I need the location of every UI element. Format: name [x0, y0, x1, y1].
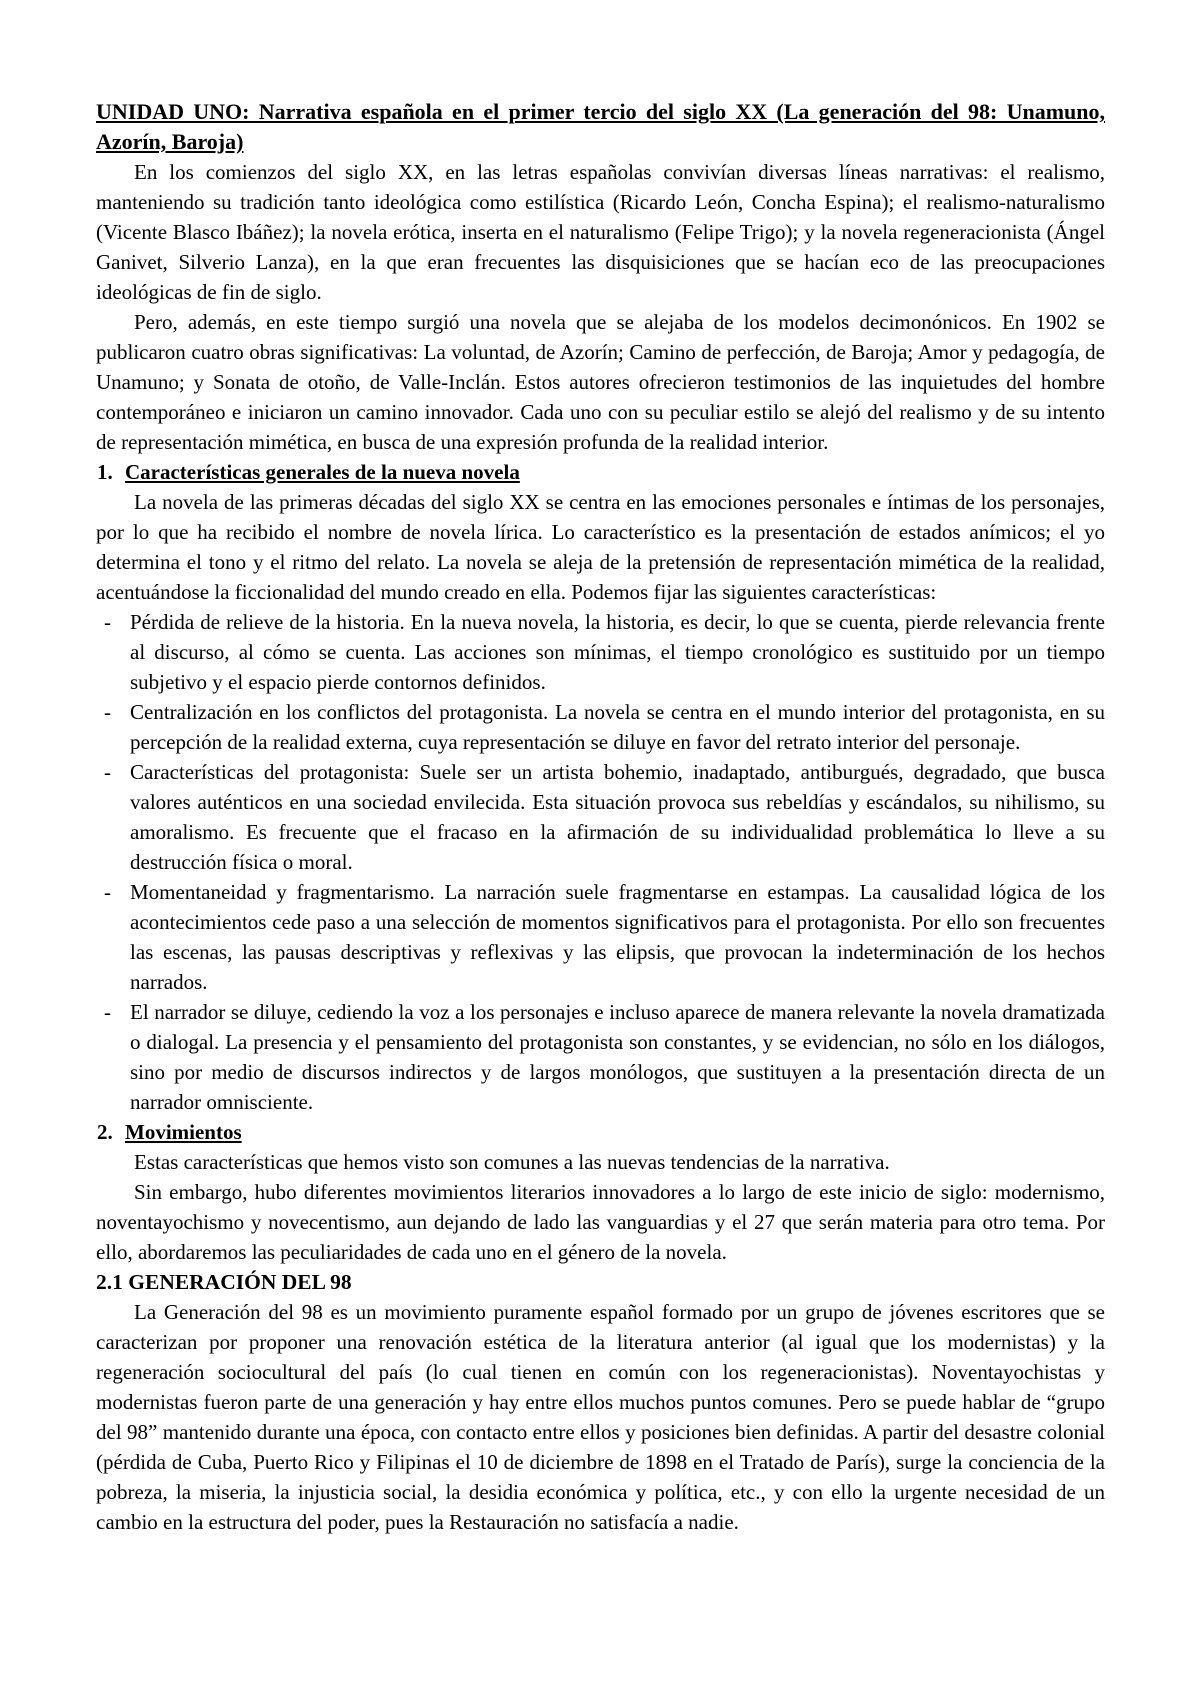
heading-text: Características generales de la nueva novela — [125, 460, 520, 484]
document-title: UNIDAD UNO: Narrativa española en el primer tercio del siglo XX (La generación del 98: Unamuno, Azorín, Baroja) — [96, 99, 1105, 154]
heading-text: Movimientos — [125, 1120, 242, 1144]
paragraph: La Generación del 98 es un movimiento puramente español formado por un grupo de jóvenes escritores que se caracterizan por proponer una renovación estética de la literatura anterior (al igual que los modernistas) y la regeneración sociocultural del país (lo cual tienen en común con los regeneracionistas). Noventayochistas y modernistas fueron parte de una generación y hay entre ellos muchos puntos comunes. Pero se puede hablar de “grupo del 98” mantenido durante una época, con contacto entre ellos y posiciones bien definidas. A partir del desastre colonial (pérdida de Cuba, Puerto Rico y Filipinas el 10 de diciembre de 1898 en el Tratado de París), surge la conciencia de la pobreza, la miseria, la injusticia social, la desidia económica y política, etc., y con ello la urgente necesidad de un cambio en la estructura del poder, pues la Restauración no satisfacía a nadie. — [96, 1300, 1105, 1534]
bullet-marker: - — [104, 610, 111, 634]
bullet-item — [96, 757, 1105, 877]
paragraph: Estas características que hemos visto son comunes a las nuevas tendencias de la narrativa. — [134, 1150, 890, 1174]
bullet-marker: - — [104, 1000, 111, 1024]
bullet-marker: - — [104, 760, 111, 784]
bullet-text: Pérdida de relieve de la historia. En la nueva novela, la historia, es decir, lo que se cuenta, pierde relevancia frente al discurso, al cómo se cuenta. Las acciones son mínimas, el tiempo cronológico es sustituido por un tiempo subjetivo y el espacio pierde contornos definidos. — [130, 610, 1105, 694]
section-subheading: 2.1 GENERACIÓN DEL 98 — [96, 1270, 352, 1294]
bullet-marker: - — [104, 880, 111, 904]
bullet-item — [96, 877, 1105, 997]
paragraph: En los comienzos del siglo XX, en las letras españolas convivían diversas líneas narrativas: el realismo, manteniendo su tradición tanto ideológica como estilística (Ricardo León, Concha Espina); el realismo-naturalismo (Vicente Blasco Ibáñez); la novela erótica, inserta en el naturalismo (Felipe Trigo); y la novela regeneracionista (Ángel Ganivet, Silverio Lanza), en la que eran frecuentes las disquisiciones que se hacían eco de las preocupaciones ideológicas de fin de siglo. — [96, 160, 1105, 304]
bullet-item — [96, 997, 1105, 1117]
numbered-heading — [96, 457, 1105, 487]
bullet-item — [96, 697, 1105, 757]
bullet-text: Centralización en los conflictos del protagonista. La novela se centra en el mundo interior del protagonista, en su percepción de la realidad externa, cuya representación se diluye en favor del retrato interior del personaje. — [130, 700, 1105, 754]
paragraph: Sin embargo, hubo diferentes movimientos literarios innovadores a lo largo de este inicio de siglo: modernismo, noventayochismo y novecentismo, aun dejando de lado las vanguardias y el 27 que serán materia para otro tema. Por ello, abordaremos las peculiaridades de cada uno en el género de la novela. — [96, 1180, 1105, 1264]
heading-number: 1. — [97, 460, 113, 484]
document-body — [96, 157, 1105, 1537]
numbered-heading — [96, 1117, 1105, 1147]
bullet-text: Características del protagonista: Suele ser un artista bohemio, inadaptado, antiburgués, degradado, que busca valores auténticos en una sociedad envilecida. Esta situación provoca sus rebeldías y escándalos, su nihilismo, su amoralismo. Es frecuente que el fracaso en la afirmación de su individualidad problemática lo lleve a su destrucción física o moral. — [130, 760, 1105, 874]
paragraph: Pero, además, en este tiempo surgió una novela que se alejaba de los modelos decimonónicos. En 1902 se publicaron cuatro obras significativas: La voluntad, de Azorín; Camino de perfección, de Baroja; Amor y pedagogía, de Unamuno; y Sonata de otoño, de Valle-Inclán. Estos autores ofrecieron testimonios de las inquietudes del hombre contemporáneo e iniciaron un camino innovador. Cada uno con su peculiar estilo se alejó del realismo y de su intento de representación mimética, en busca de una expresión profunda de la realidad interior. — [96, 310, 1105, 454]
heading-number: 2. — [97, 1120, 113, 1144]
bullet-text: El narrador se diluye, cediendo la voz a los personajes e incluso aparece de manera relevante la novela dramatizada o dialogal. La presencia y el pensamiento del protagonista son constantes, y se evidencian, no sólo en los diálogos, sino por medio de discursos indirectos y de largos monólogos, que sustituyen a la presentación directa de un narrador omnisciente. — [130, 1000, 1105, 1114]
bullet-marker: - — [104, 700, 111, 724]
bullet-item — [96, 607, 1105, 697]
bullet-text: Momentaneidad y fragmentarismo. La narración suele fragmentarse en estampas. La causalidad lógica de los acontecimientos cede paso a una selección de momentos significativos para el protagonista. Por ello son frecuentes las escenas, las pausas descriptivas y reflexivas y las elipsis, que provocan la indeterminación de los hechos narrados. — [130, 880, 1105, 994]
paragraph: La novela de las primeras décadas del siglo XX se centra en las emociones personales e íntimas de los personajes, por lo que ha recibido el nombre de novela lírica. Lo característico es la presentación de estados anímicos; el yo determina el tono y el ritmo del relato. La novela se aleja de la pretensión de representación mimética de la realidad, acentuándose la ficcionalidad del mundo creado en ella. Podemos fijar las siguientes características: — [96, 490, 1105, 604]
